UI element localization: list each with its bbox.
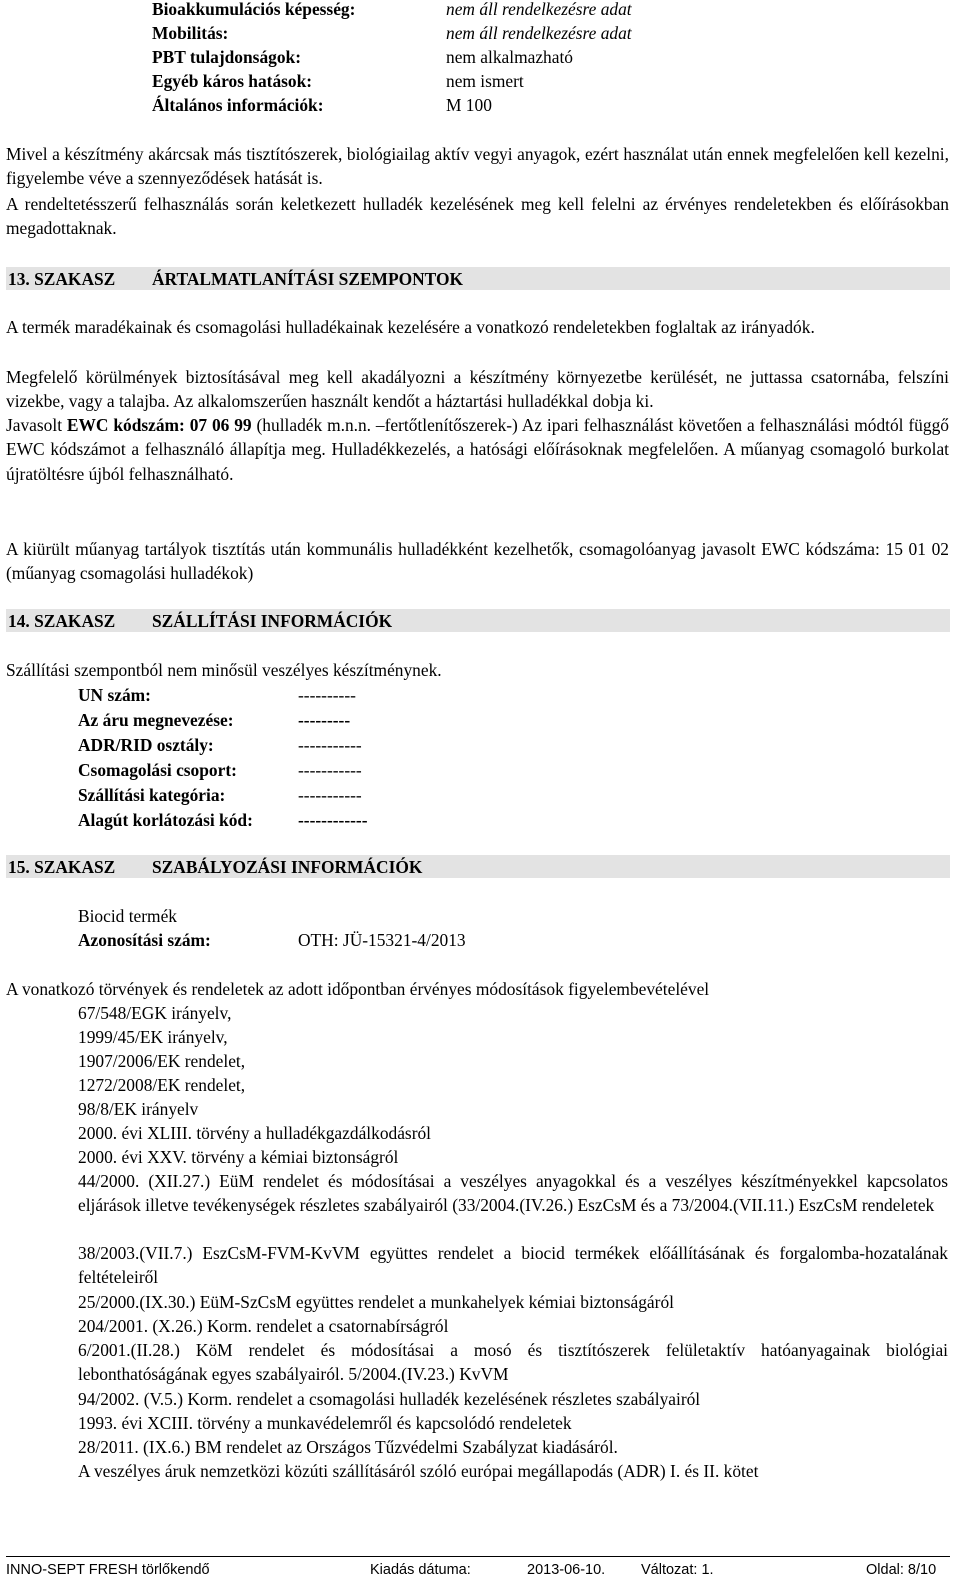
prop-label: Általános információk: (152, 95, 324, 115)
prop-value: nem áll rendelkezésre adat (446, 23, 632, 43)
section-15-header (6, 855, 950, 878)
section-number: 14. SZAKASZ (8, 611, 116, 631)
id-value: OTH: JÜ-15321-4/2013 (298, 930, 466, 950)
section-number: 13. SZAKASZ (8, 269, 116, 289)
section-title: SZÁLLÍTÁSI INFORMÁCIÓK (152, 611, 393, 631)
regulation-item: 2000. évi XXV. törvény a kémiai biztonságról (78, 1147, 399, 1167)
prop-value: nem alkalmazható (446, 47, 573, 67)
s13-recommended: Javasolt (6, 415, 63, 435)
regulation-item: A veszélyes áruk nemzetközi közúti szállításáról szóló európai megállapodás (ADR) I. és II. kötet (78, 1461, 759, 1481)
transport-value: ---------- (298, 685, 356, 705)
section-14-header (6, 609, 950, 632)
regulation-item: 1999/45/EK irányelv, (78, 1027, 228, 1047)
transport-value: ----------- (298, 785, 362, 805)
transport-label: Alagút korlátozási kód: (78, 810, 253, 830)
regulation-item: 1272/2008/EK rendelet, (78, 1075, 246, 1095)
s13-paragraph-1: A termék maradékainak és csomagolási hulladékainak kezelésére a vonatkozó rendeletekben foglaltak az irányadók. (6, 317, 815, 337)
s13-paragraph-3 (6, 413, 949, 486)
footer-page-number: Oldal: 8/10 (866, 1562, 937, 1578)
section-13-header (6, 267, 950, 290)
regulation-item: 98/8/EK irányelv (78, 1099, 199, 1119)
regulation-item: 25/2000.(IX.30.) EüM-SzCsM együttes rendelet a munkahelyek kémiai biztonságáról (78, 1292, 674, 1312)
regulation-item: 67/548/EGK irányelv, (78, 1003, 232, 1023)
transport-value: ------------ (298, 810, 368, 830)
footer-version: Változat: 1. (641, 1562, 714, 1578)
prop-value: nem ismert (446, 71, 524, 91)
transport-label: Csomagolási csoport: (78, 760, 237, 780)
section-title: SZABÁLYOZÁSI INFORMÁCIÓK (152, 857, 423, 877)
regulation-item: 28/2011. (IX.6.) BM rendelet az Országos Tűzvédelmi Szabályzat kiadásáról. (78, 1437, 618, 1457)
s13-paragraph-2: Megfelelő körülmények biztosításával meg kell akadályozni a készítmény környezetbe kerülését, ne juttassa csatornába, felszíni vizekbe, vagy a talajba. Az alkalomszerűen használt kendőt a háztartási hulladékkal dobja ki. (6, 367, 949, 412)
transport-label: Az áru megnevezése: (78, 710, 234, 730)
prop-label: Bioakkumulációs képesség: (152, 0, 356, 19)
regulation-item: 204/2001. (X.26.) Korm. rendelet a csatornabírságról (78, 1316, 449, 1336)
regulation-item: 1907/2006/EK rendelet, (78, 1051, 246, 1071)
transport-label: Szállítási kategória: (78, 785, 226, 805)
transport-value: --------- (298, 710, 351, 730)
transport-value: ----------- (298, 735, 362, 755)
footer-issue-date: 2013-06-10. (527, 1562, 606, 1578)
prop-value: M 100 (446, 95, 492, 115)
s13-paragraph-3-rest: (hulladék m.n.n. –fertőtlenítőszerek-) Az ipari felhasználást követően a felhasználási módtól függő EWC kódszámot a felhasználó állapítja meg. Hulladékkezelés, a hatósági előírásoknak megfelelően. A műanyag csomagoló burkolat újratöltésre újból felhasználható. (6, 415, 949, 484)
prop-value: nem áll rendelkezésre adat (446, 0, 632, 19)
footer-issue-label: Kiadás dátuma: (370, 1562, 471, 1578)
transport-value: ----------- (298, 760, 362, 780)
ewc-code: EWC kódszám: 07 06 99 (66, 415, 252, 435)
page-footer (6, 1556, 950, 1579)
biocid-label: Biocid termék (78, 906, 178, 926)
intro-paragraph-1: Mivel a készítmény akárcsak más tisztítószerek, biológiailag aktív vegyi anyagok, ezért használat után ennek megfelelően kell kezelni, figyelembe véve a szennyeződések hatását is. (6, 144, 949, 189)
s15-intro: A vonatkozó törvények és rendeletek az adott időpontban érvényes módosítások figyelembevételével (6, 979, 710, 999)
prop-label: Mobilitás: (152, 23, 229, 43)
id-label: Azonosítási szám: (78, 930, 211, 950)
prop-label: Egyéb káros hatások: (152, 71, 313, 91)
regulation-item: 1993. évi XCIII. törvény a munkavédelemről és kapcsolódó rendeletek (78, 1413, 572, 1433)
regulation-item: 6/2001.(II.28.) KöM rendelet és módosításai a mosó és tisztítószerek felületaktív hatóanyagainak biológiai lebonthatóságának egyes szabályairól. 5/2004.(IV.23.) KvVM (78, 1340, 948, 1385)
intro-paragraph-2: A rendeltetésszerű felhasználás során keletkezett hulladék kezelésének meg kell felelni az érvényes rendeletekben és előírásokban megadottaknak. (6, 194, 949, 239)
section-number: 15. SZAKASZ (8, 857, 116, 877)
regulation-item: 94/2002. (V.5.) Korm. rendelet a csomagolási hulladék kezelésének részletes szabályairól (78, 1389, 701, 1409)
section-title: ÁRTALMATLANÍTÁSI SZEMPONTOK (152, 269, 464, 289)
regulation-item: 44/2000. (XII.27.) EüM rendelet és módosításai a veszélyes anyagokkal és a veszélyes készítményekkel kapcsolatos eljárások illetve tevékenységek részletes szabályairól (33/2004.(IV.26.) EszCsM és a 73/2004.(VII.11.) EszCsM rendeletek (78, 1171, 948, 1216)
prop-label: PBT tulajdonságok: (152, 47, 301, 67)
regulation-item: 38/2003.(VII.7.) EszCsM-FVM-KvVM együttes rendelet a biocid termékek előállításának és forgalomba-hozatalának feltételeiről (78, 1243, 948, 1288)
transport-label: ADR/RID osztály: (78, 735, 214, 755)
footer-product: INNO-SEPT FRESH törlőkendő (6, 1562, 210, 1578)
transport-label: UN szám: (78, 685, 151, 705)
s13-paragraph-4: A kiürült műanyag tartályok tisztítás után kommunális hulladékként kezelhetők, csomagolóanyag javasolt EWC kódszáma: 15 01 02 (műanyag csomagolási hulladékok) (6, 539, 949, 584)
s14-intro: Szállítási szempontból nem minősül veszélyes készítménynek. (6, 660, 442, 680)
regulation-item: 2000. évi XLIII. törvény a hulladékgazdálkodásról (78, 1123, 432, 1143)
